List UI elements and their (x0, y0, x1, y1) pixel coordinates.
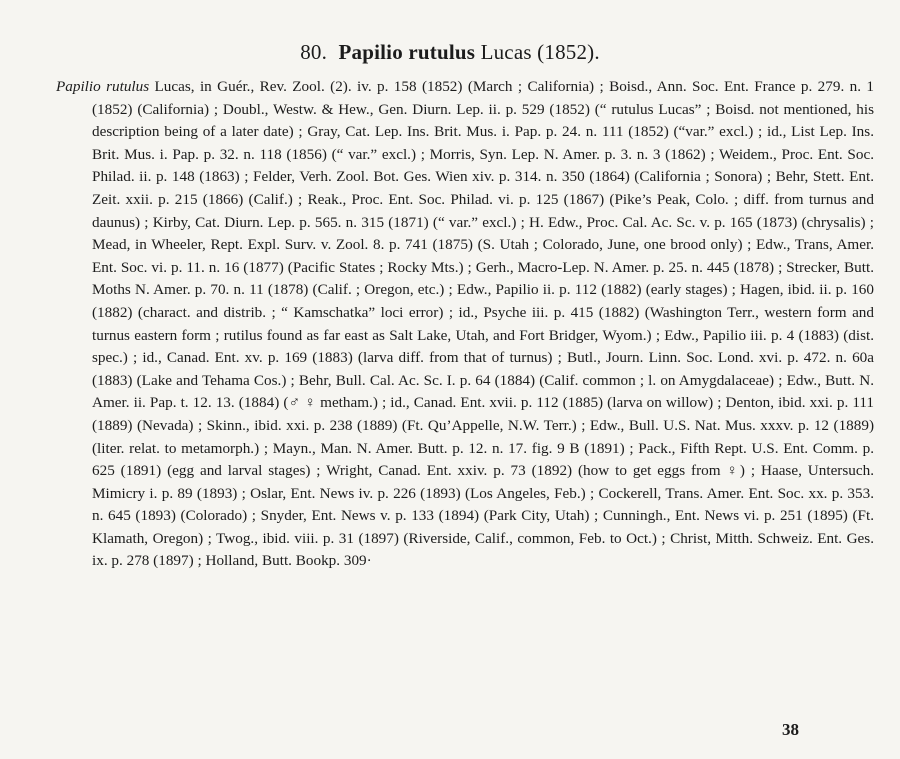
entry-citations: Lucas, in Guér., Rev. Zool. (2). iv. p. 158 (1852) (March ; California) ; Boisd., Ann. Soc. Ent. France p. 279. n. 1 (1852) (California) ; Doubl., Westw. & Hew., Gen. Diurn. Lep. ii. p. 529 (1852) (“ rutulus Lucas” ; Boisd. not mentioned, his description being of a later date) ; Gray, Cat. Lep. Ins. Brit. Mus. i. Pap. p. 24. n. 111 (1852) (“var.” excl.) ; id., List Lep. Ins. Brit. Mus. i. Pap. p. 32. n. 118 (1856) (“ var.” excl.) ; Morris, Syn. Lep. N. Amer. p. 3. n. 3 (1862) ; Weidem., Proc. Ent. Soc. Philad. ii. p. 148 (1863) ; Felder, Verh. Zool. Bot. Ges. Wien xiv. p. 314. n. 350 (1864) (California ; Sonora) ; Behr, Stett. Ent. Zeit. xxii. p. 215 (1866) (Calif.) ; Reak., Proc. Ent. Soc. Philad. vi. p. 125 (1867) (Pike’s Peak, Colo. ; diff. from turnus and daunus) ; Kirby, Cat. Diurn. Lep. p. 565. n. 315 (1871) (“ var.” excl.) ; H. Edw., Proc. Cal. Ac. Sc. v. p. 165 (1873) (chrysalis) ; Mead, in Wheeler, Rept. Expl. Surv. v. Zool. 8. p. 741 (1875) (S. Utah ; Colorado, June, one brood only) ; Edw., Trans, Amer. Ent. Soc. vi. p. 11. n. 16 (1877) (Pacific States ; Rocky Mts.) ; Gerh., Macro-Lep. N. Amer. p. 25. n. 445 (1878) ; Strecker, Butt. Moths N. Amer. p. 70. n. 11 (1878) (Calif. ; Oregon, etc.) ; Edw., Papilio ii. p. 112 (1882) (early stages) ; Hagen, ibid. ii. p. 160 (1882) (charact. and distrib. ; “ Kamschatka” loci error) ; id., Psyche iii. p. 415 (1882) (Washington Terr., western form and turnus eastern form ; rutilus found as far east as Salt Lake, Utah, and Fort Bridger, Wyom.) ; Edw., Papilio iii. p. 4 (1883) (dist. spec.) ; id., Canad. Ent. xv. p. 169 (1883) (larva diff. from that of turnus) ; Butl., Journ. Linn. Soc. Lond. xvi. p. 472. n. 60a (1883) (Lake and Tehama Cos.) ; Behr, Bull. Cal. Ac. Sc. I. p. 64 (1884) (Calif. common ; l. on Amygdalaceae) ; Edw., Butt. N. Amer. ii. Pap. t. 12. 13. (1884) (♂ ♀ metham.) ; id., Canad. Ent. xvii. p. 112 (1885) (larva on willow) ; Denton, ibid. xxi. p. 111 (1889) (Nevada) ; Skinn., ibid. xxi. p. 238 (1889) (Ft. Qu’Appelle, N.W. Terr.) ; Edw., Bull. U.S. Nat. Mus. xxxv. p. 12 (1889) (liter. relat. to metamorph.) ; Mayn., Man. N. Amer. Butt. p. 12. n. 17. fig. 9 B (1891) ; Pack., Fifth Rept. U.S. Ent. Comm. p. 625 (1891) (egg and larval stages) ; Wright, Canad. Ent. xxiv. p. 73 (1892) (how to get eggs from ♀) ; Haase, Untersuch. Mimicry i. p. 89 (1893) ; Oslar, Ent. News iv. p. 226 (1893) (Los Angeles, Feb.) ; Cockerell, Trans. Amer. Ent. Soc. xx. p. 353. n. 645 (1893) (Colorado) ; Snyder, Ent. News v. p. 133 (1894) (Park City, Utah) ; Cunningh., Ent. News vi. p. 251 (1895) (Ft. Klamath, Oregon) ; Twog., ibid. viii. p. 31 (1897) (Riverside, Calif., common, Feb. to Oct.) ; Christ, Mitth. Schweiz. Ent. Ges. ix. p. 278 (1897) ; Holland, Butt. Bookp. 309· (92, 78, 874, 570)
page-number: 38 (782, 720, 799, 739)
synonymy-paragraph (56, 76, 874, 573)
species-name: Papilio rutulus (338, 40, 476, 64)
species-number: 80. (300, 40, 328, 64)
species-author-year: Lucas (1852). (480, 40, 600, 64)
synonymy-entry (56, 76, 874, 573)
entry-species-name: Papilio rutulus (56, 78, 150, 95)
species-heading (0, 40, 900, 65)
